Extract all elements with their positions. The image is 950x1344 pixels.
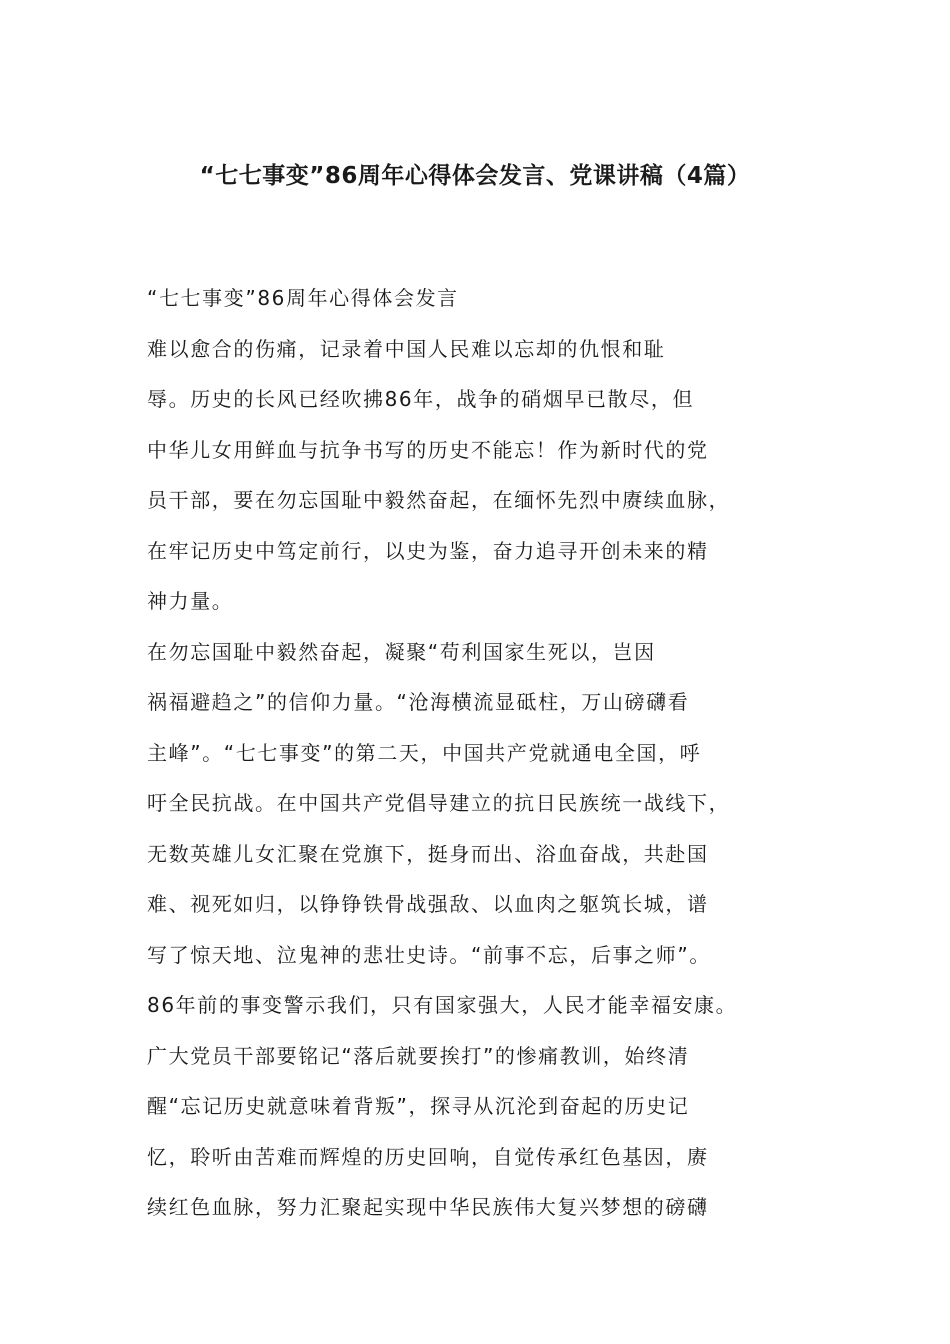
text-line: 在牢记历史中笃定前行，以史为鉴，奋力追寻开创未来的精 <box>147 538 709 563</box>
text-line: 86年前的事变警示我们，只有国家强大，人民才能幸福安康。 <box>147 993 738 1017</box>
text-line: 神力量。 <box>147 589 234 613</box>
text-line: 辱。历史的长风已经吹拂86年，战争的硝烟早已散尽，但 <box>147 387 695 411</box>
text-line: 醒“忘记历史就意味着背叛”，探寻从沉沦到奋起的历史记 <box>147 1094 690 1118</box>
document-title: “七七事变”86周年心得体会发言、党课讲稿（4篇） <box>199 163 751 189</box>
text-line: 祸福避趋之”的信仰力量。“沧海横流显砥柱，万山磅礴看 <box>147 690 690 714</box>
text-line: 在勿忘国耻中毅然奋起，凝聚“苟利国家生死以，岂因 <box>147 639 656 664</box>
text-line: 中华儿女用鲜血与抗争书写的历史不能忘！作为新时代的党 <box>147 437 709 462</box>
text-line: 主峰”。“七七事变”的第二天，中国共产党就通电全国，呼 <box>147 740 702 765</box>
text-line: 无数英雄儿女汇聚在党旗下，挺身而出、浴血奋战，共赴国 <box>147 841 709 866</box>
text-line: 广大党员干部要铭记“落后就要挨打”的惨痛教训，始终清 <box>147 1043 690 1068</box>
section-heading: “七七事变”86周年心得体会发言 <box>147 286 459 310</box>
text-line: 吁全民抗战。在中国共产党倡导建立的抗日民族统一战线下， <box>147 791 731 815</box>
text-line: 忆，聆听由苦难而辉煌的历史回响，自觉传承红色基因，赓 <box>147 1144 709 1169</box>
text-line: 写了惊天地、泣鬼神的悲壮史诗。“前事不忘，后事之师”。 <box>147 942 711 967</box>
text-line: 员干部，要在勿忘国耻中毅然奋起，在缅怀先烈中赓续血脉， <box>147 488 731 512</box>
document-body <box>147 280 787 1240</box>
text-line: 难、视死如归，以铮铮铁骨战强敌、以血肉之躯筑长城，谱 <box>147 892 709 916</box>
text-line: 难以愈合的伤痛，记录着中国人民难以忘却的仇恨和耻 <box>147 336 666 361</box>
text-line: 续红色血脉，努力汇聚起实现中华民族伟大复兴梦想的磅礴 <box>147 1195 709 1219</box>
